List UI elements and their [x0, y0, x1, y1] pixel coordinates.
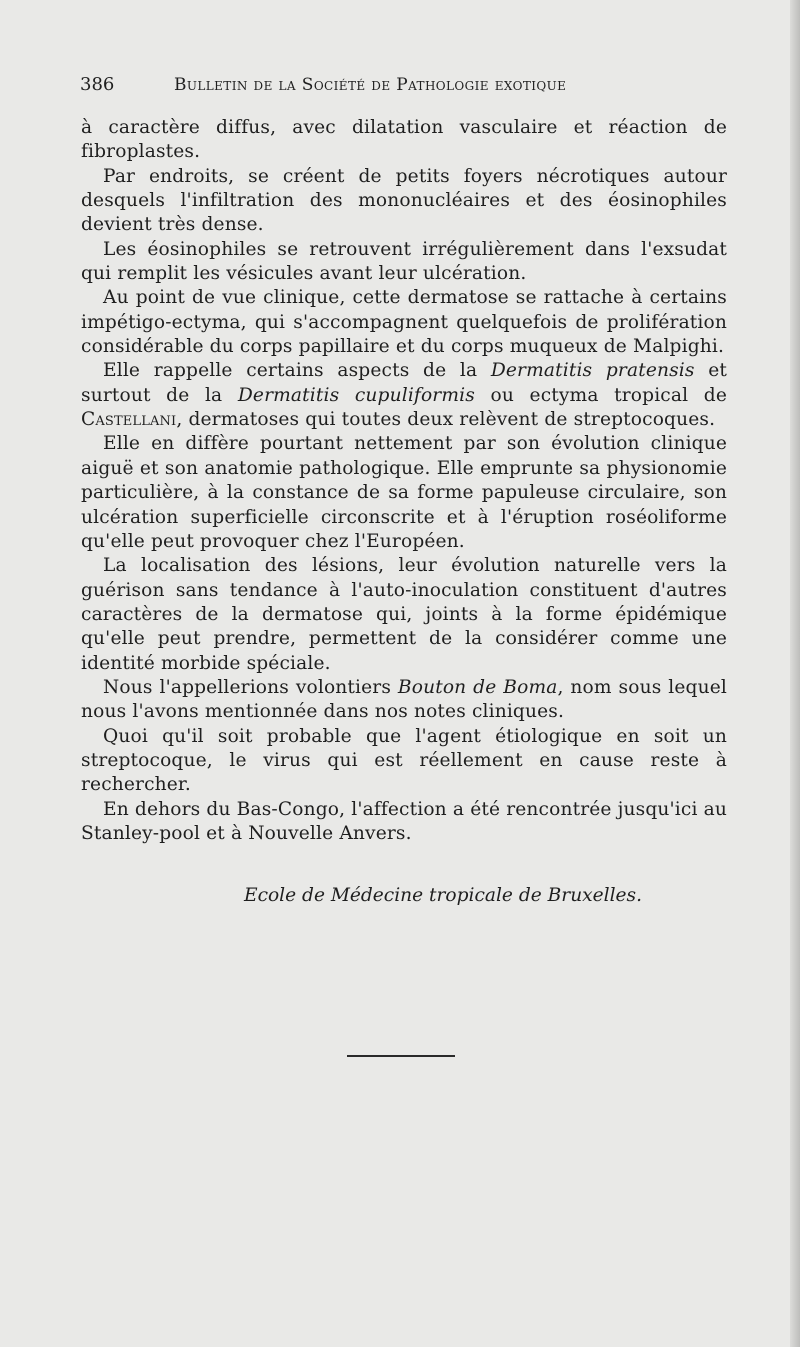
species-name: Dermatitis pratensis — [490, 360, 695, 382]
paragraph: à caractère diffus, avec dilatation vasculaire et réaction de fibroplastes. — [81, 117, 727, 163]
paragraph: Elle en diffère pourtant nettement par son évolution clinique aiguë et son anatomie pathologique. Elle emprunte sa physionomie particulière, à la constance de sa forme papuleuse circulaire, son ulcération superficielle circonscrite et à l'éruption roséoliforme qu'elle peut provoquer chez l'Européen. — [81, 433, 727, 552]
paragraph — [81, 676, 727, 725]
text-run: Elle rappelle certains aspects de la — [103, 360, 491, 382]
paragraph: Quoi qu'il soit probable que l'agent étiologique en soit un streptocoque, le virus qui est réellement en cause reste à rechercher. — [81, 725, 727, 796]
text-run: et surtout de la — [81, 360, 728, 406]
text-run: Nous l'appellerions volontiers — [103, 676, 398, 698]
paragraph: Au point de vue clinique, cette dermatose se rattache à certains impétigo-ectyma, qui s'accompagnent quelquefois de prolifération considérable du corps papillaire et du corps muqueux de Malpighi. — [81, 287, 727, 358]
text-run: ou ectyma tropical de — [474, 384, 727, 406]
paragraph — [81, 359, 727, 432]
page-header — [80, 71, 730, 99]
species-name: Dermatitis cupuliformis — [237, 384, 475, 406]
text-run: , nom sous lequel nous l'avons mentionnée dans nos notes cliniques. — [81, 676, 727, 723]
paragraph: Les éosinophiles se retrouvent irrégulièrement dans l'exsudat qui remplit les vésicules avant leur ulcération. — [81, 238, 727, 285]
author-name: Castellani — [81, 409, 177, 431]
page-edge — [790, 0, 800, 1347]
institution-signature: Ecole de Médecine tropicale de Bruxelles. — [244, 885, 643, 906]
paragraph: Par endroits, se créent de petits foyers nécrotiques autour desquels l'infiltration des mononucléaires et des éosinophiles devient très dense. — [81, 165, 727, 236]
text-run: , dermatoses qui toutes deux relèvent de streptocoques. — [176, 409, 716, 431]
running-title: Bulletin de la Société de Pathologie exotique — [174, 75, 567, 95]
section-divider — [347, 1055, 455, 1057]
article-body — [81, 116, 727, 846]
page-number: 386 — [80, 74, 115, 95]
paragraph: La localisation des lésions, leur évolution naturelle vers la guérison sans tendance à l'auto-inoculation constituent d'autres caractères de la dermatose qui, joints à la forme épidémique qu'elle peut prendre, permettent de la considérer comme une identité morbide spéciale. — [81, 555, 727, 674]
paragraph: En dehors du Bas-Congo, l'affection a été rencontrée jusqu'ici au Stanley-pool et à Nouvelle Anvers. — [81, 798, 727, 844]
disease-name: Bouton de Boma — [397, 676, 558, 698]
